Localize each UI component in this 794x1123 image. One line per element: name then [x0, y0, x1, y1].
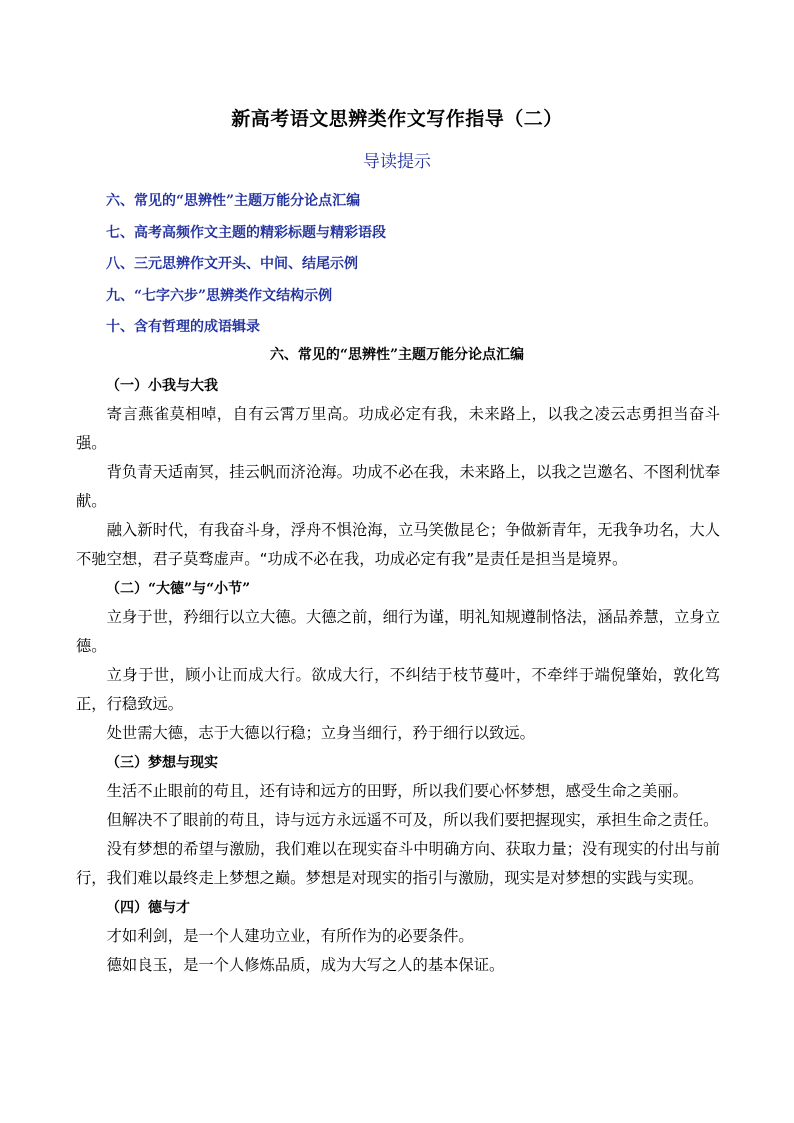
paragraph: 处世需大德，志于大德以行稳；立身当细行，矜于细行以致远。 [106, 724, 535, 742]
toc-item: 六、常见的“思辨性”主题万能分论点汇编 [106, 193, 361, 209]
toc-item: 九、“七字六步”思辨类作文结构示例 [106, 287, 333, 304]
paragraph: 背负青天适南冥，挂云帆而济沧海。功成不必在我，未来路上，以我之岂邀名、不图利忧奉献。 [76, 463, 720, 510]
toc-item: 七、高考高频作文主题的精彩标题与精彩语段 [106, 224, 386, 241]
subsection-heading: （二）“大德”与“小节” [106, 581, 251, 597]
paragraph: 融入新时代，有我奋斗身，浮舟不惧沧海，立马笑傲昆仑；争做新青年，无我争功名，大人不驰空想，君子莫骛虚声。“功成不必在我，功成必定有我”是责任是担当是境界。 [76, 521, 720, 568]
paragraph: 立身于世，矜细行以立大德。大德之前，细行为谨，明礼知规遵制恪法，涵品养慧，立身立德。 [76, 608, 720, 655]
toc-item: 八、三元思辨作文开头、中间、结尾示例 [106, 256, 358, 272]
subsection-heading: （一）小我与大我 [106, 378, 218, 394]
paragraph: 没有梦想的希望与激励，我们难以在现实奋斗中明确方向、获取力量；没有现实的付出与前行，我们难以最终走上梦想之巅。梦想是对现实的指引与激励，现实是对梦想的实践与实现。 [76, 840, 720, 887]
paragraph: 德如良玉，是一个人修炼品质，成为大写之人的基本保证。 [106, 956, 505, 974]
paragraph: 寄言燕雀莫相啅，自有云霄万里高。功成必定有我，未来路上，以我之凌云志勇担当奋斗强。 [76, 405, 720, 452]
subsection-heading: （三）梦想与现实 [106, 755, 218, 771]
section-title: 六、常见的“思辨性”主题万能分论点汇编 [269, 347, 525, 363]
toc-item: 十、含有哲理的成语辑录 [106, 319, 260, 335]
document-title: 新高考语文思辨类作文写作指导（二） [231, 108, 563, 130]
section-content [76, 373, 720, 980]
table-of-contents [106, 186, 386, 344]
paragraph: 生活不止眼前的苟且，还有诗和远方的田野，所以我们要心怀梦想，感受生命之美丽。 [106, 782, 688, 800]
paragraph: 才如利剑，是一个人建功立业，有所作为的必要条件。 [106, 927, 474, 945]
paragraph: 立身于世，顾小让而成大行。欲成大行，不纠结于枝节蔓叶，不牵绊于端倪肇始，敦化笃正，行稳致远。 [76, 666, 720, 713]
guide-heading: 导读提示 [363, 152, 431, 172]
paragraph: 但解决不了眼前的苟且，诗与远方永远遥不可及，所以我们要把握现实，承担生命之责任。 [106, 811, 719, 829]
subsection-heading: （四）德与才 [106, 900, 190, 916]
